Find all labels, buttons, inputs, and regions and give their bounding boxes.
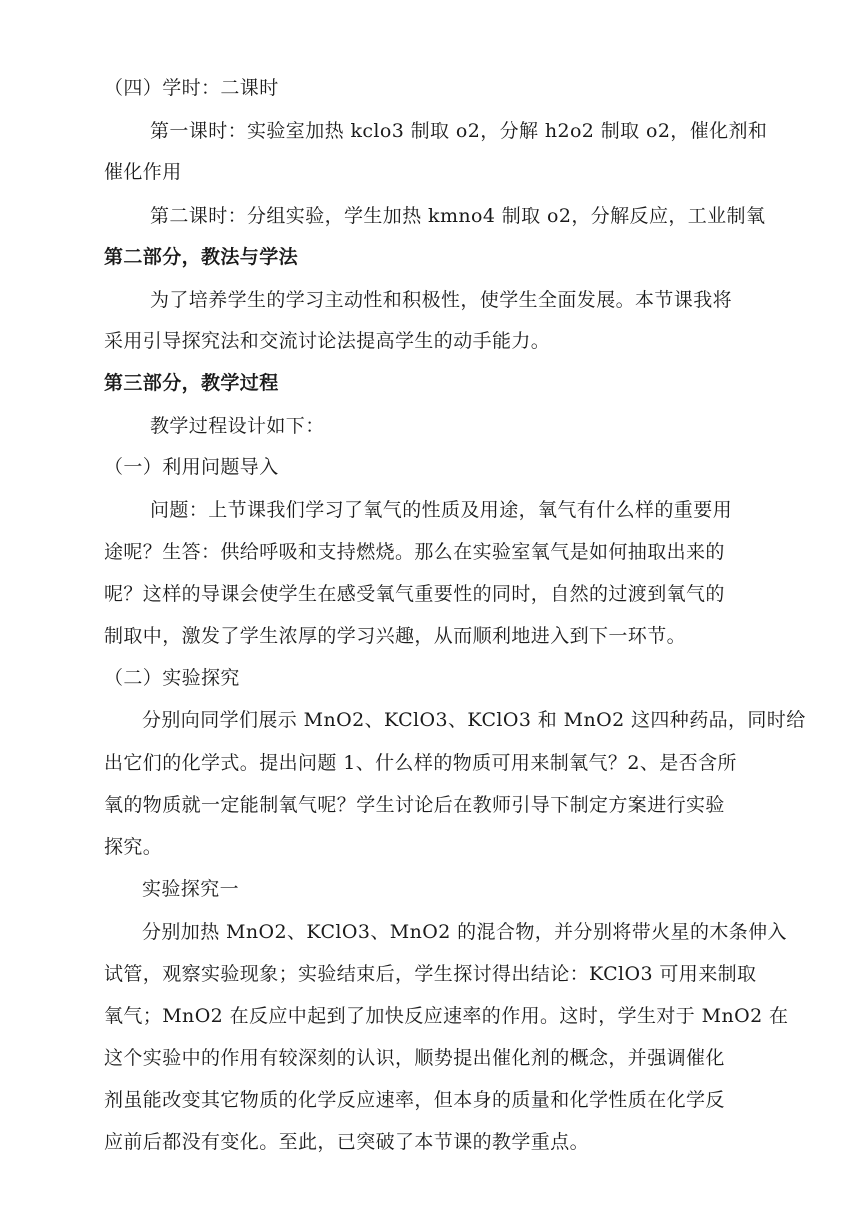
part-two-paragraph-line-2: 采用引导探究法和交流讨论法提高学生的动手能力。 bbox=[104, 330, 551, 352]
sub2-heading: （二）实验探究 bbox=[104, 667, 240, 689]
experiment-paragraph-line-3: 氧气；MnO2 在反应中起到了加快反应速率的作用。这时，学生对于 MnO2 在 bbox=[104, 1005, 789, 1027]
sub2-paragraph-line-3: 氧的物质就一定能制氧气呢？学生讨论后在教师引导下制定方案进行实验 bbox=[104, 794, 725, 816]
experiment-paragraph-line-4: 这个实验中的作用有较深刻的认识，顺势提出催化剂的概念，并强调催化 bbox=[104, 1047, 725, 1069]
experiment-paragraph-line-6: 应前后都没有变化。至此，已突破了本节课的教学重点。 bbox=[104, 1131, 590, 1153]
sub2-paragraph-line-4: 探究。 bbox=[104, 836, 163, 858]
teaching-process-intro: 教学过程设计如下： bbox=[150, 415, 325, 437]
part-three-heading: 第三部分，教学过程 bbox=[104, 372, 279, 394]
experiment-paragraph-line-1: 分别加热 MnO2、KClO3、MnO2 的混合物，并分别将带火星的木条伸入 bbox=[142, 921, 787, 943]
lesson-hours-heading: （四）学时：二课时 bbox=[104, 77, 279, 99]
sub2-paragraph-line-1: 分别向同学们展示 MnO2、KClO3、KClO3 和 MnO2 这四种药品，同时给 bbox=[142, 709, 806, 731]
sub1-paragraph-line-2: 途呢？生答：供给呼吸和支持燃烧。那么在实验室氧气是如何抽取出来的 bbox=[104, 541, 725, 563]
sub1-paragraph-line-4: 制取中，激发了学生浓厚的学习兴趣，从而顺利地进入到下一环节。 bbox=[104, 625, 687, 647]
part-two-paragraph-line-1: 为了培养学生的学习主动性和积极性，使学生全面发展。本节课我将 bbox=[150, 289, 733, 311]
second-lesson-line: 第二课时：分组实验，学生加热 kmno4 制取 o2，分解反应，工业制氧 bbox=[150, 205, 766, 227]
experiment-title: 实验探究一 bbox=[142, 878, 240, 900]
experiment-paragraph-line-5: 剂虽能改变其它物质的化学反应速率，但本身的质量和化学性质在化学反 bbox=[104, 1089, 725, 1111]
sub1-heading: （一）利用问题导入 bbox=[104, 456, 279, 478]
sub1-paragraph-line-1: 问题：上节课我们学习了氧气的性质及用途，氧气有什么样的重要用 bbox=[150, 499, 733, 521]
experiment-paragraph-line-2: 试管，观察实验现象；实验结束后，学生探讨得出结论：KClO3 可用来制取 bbox=[104, 963, 757, 985]
first-lesson-line-1: 第一课时：实验室加热 kclo3 制取 o2，分解 h2o2 制取 o2，催化剂和 bbox=[150, 120, 768, 142]
sub1-paragraph-line-3: 呢？这样的导课会使学生在感受氧气重要性的同时，自然的过渡到氧气的 bbox=[104, 583, 725, 605]
part-two-heading: 第二部分，教法与学法 bbox=[104, 246, 299, 268]
sub2-paragraph-line-2: 出它们的化学式。提出问题 1、什么样的物质可用来制氧气？2、是否含所 bbox=[104, 752, 737, 774]
first-lesson-line-2: 催化作用 bbox=[104, 161, 182, 183]
